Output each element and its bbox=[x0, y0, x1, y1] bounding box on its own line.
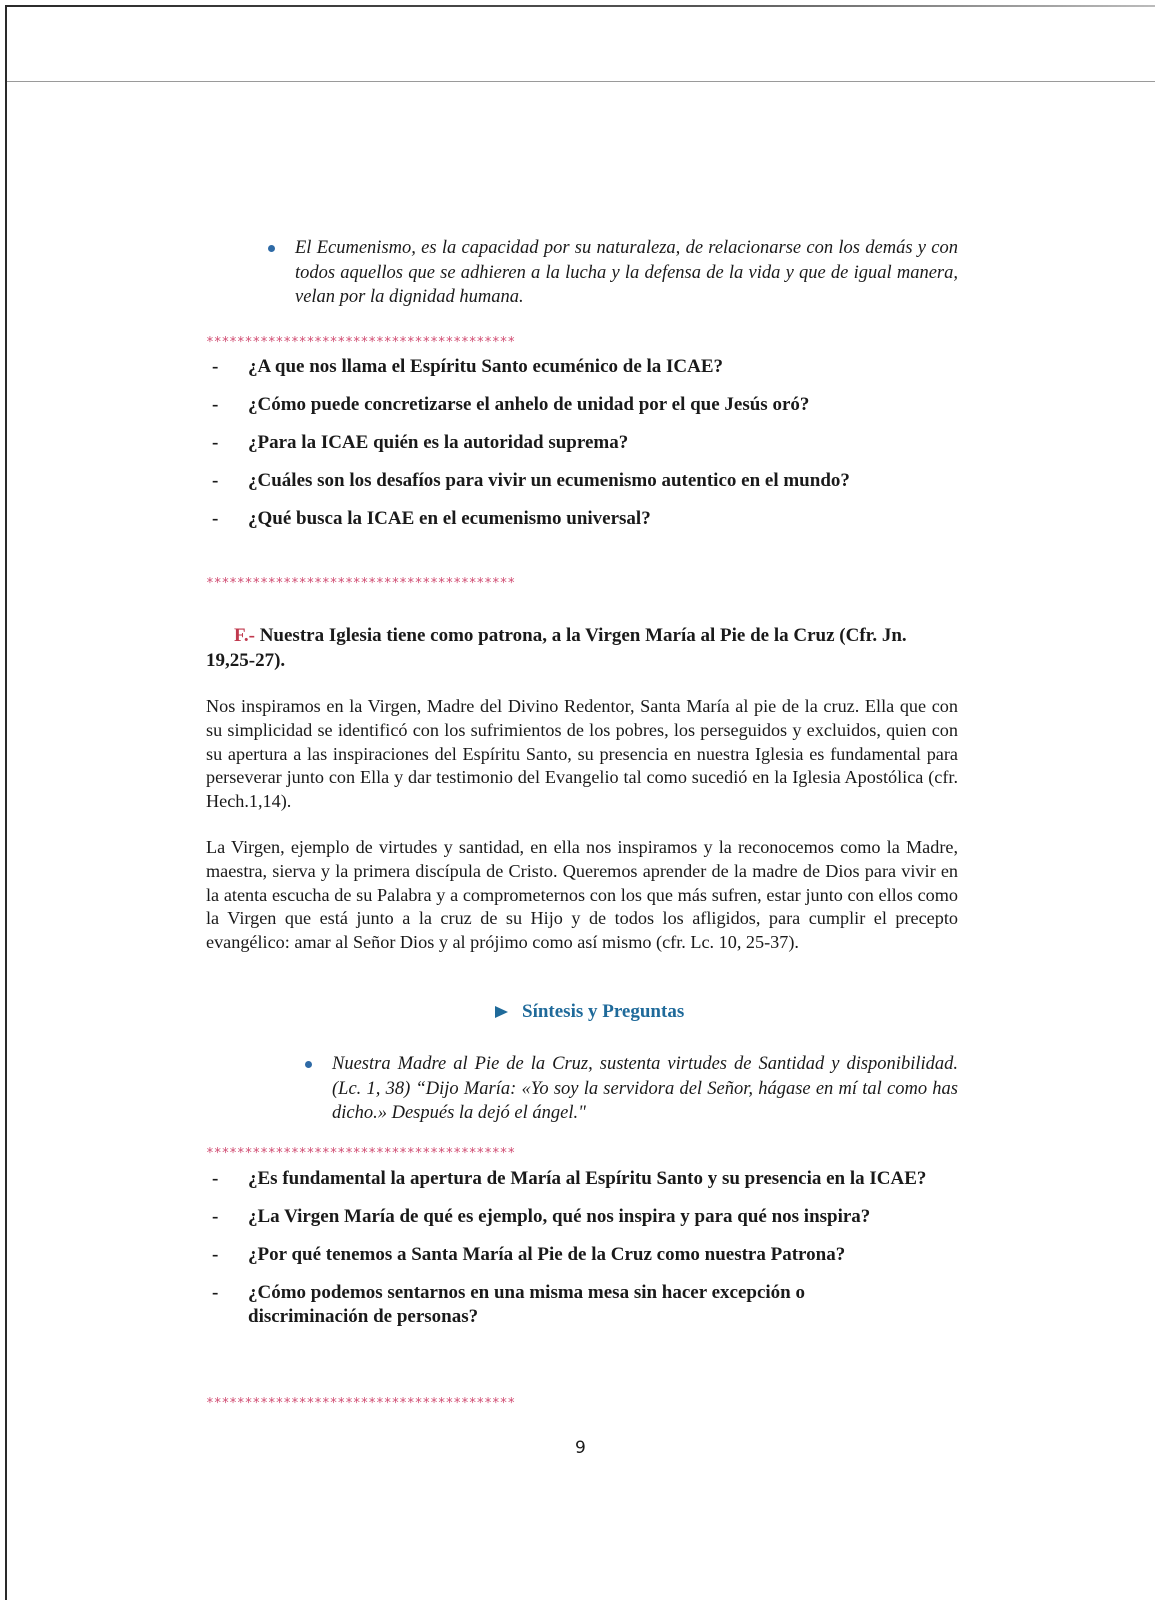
dash-marker: - bbox=[212, 470, 219, 491]
body-paragraph: La Virgen, ejemplo de virtudes y santidad, en ella nos inspiramos y la reconocemos como la Madre, maestra, sierva y la primera discípula de Cristo. Queremos aprender de la madre de Dios para vivir en la atenta escucha de su Palabra y a comprometernos con los que más sufren, estar junto con ellos como la Virgen que está junto a la cruz de su Hijo y de todos los afligidos, para cumplir el precepto evangélico: amar al Señor Dios y al prójimo como así mismo (cfr. Lc. 10, 25-37). bbox=[206, 837, 958, 953]
dash-marker: - bbox=[212, 1206, 219, 1227]
asterisk-separator: **************************************** bbox=[206, 335, 516, 350]
question-text: ¿Es fundamental la apertura de María al Espíritu Santo y su presencia en la ICAE? bbox=[248, 1168, 927, 1189]
intro-bullet-text: El Ecumenismo, es la capacidad por su naturaleza, de relacionarse con los demás y con todos aquellos que se adhieren a la lucha y la defensa de la vida y que de igual manera, velan por la dignidad humana. bbox=[295, 238, 958, 307]
body-paragraph: Nos inspiramos en la Virgen, Madre del Divino Redentor, Santa María al pie de la cruz. Ella que con su simplicidad se identificó con los sufrimientos de los pobres, los perseguidos y excluidos, quien con su apertura a las inspiraciones del Espíritu Santo, su presencia en nuestra Iglesia es fundamental para perseverar junto con Ella y dar testimonio del Evangelio tal como sucedió en la Iglesia Apostólica (cfr. Hech.1,14). bbox=[206, 696, 958, 812]
question-item bbox=[212, 507, 972, 531]
question-item bbox=[212, 1205, 952, 1229]
question-item bbox=[212, 1281, 872, 1329]
dash-marker: - bbox=[212, 394, 219, 415]
scan-top-border bbox=[5, 5, 1155, 7]
question-text: ¿Cuáles son los desafíos para vivir un ecumenismo autentico en el mundo? bbox=[248, 470, 850, 491]
dash-marker: - bbox=[212, 1244, 219, 1265]
question-item bbox=[212, 469, 972, 493]
question-text: ¿A que nos llama el Espíritu Santo ecuménico de la ICAE? bbox=[248, 356, 724, 377]
dash-marker: - bbox=[212, 1282, 219, 1303]
question-text: ¿La Virgen María de qué es ejemplo, qué nos inspira y para qué nos inspira? bbox=[248, 1206, 871, 1227]
synthesis-bullet-text: Nuestra Madre al Pie de la Cruz, sustenta virtudes de Santidad y disponibilidad. (Lc. 1, 38) “Dijo María: «Yo soy la servidora del Señor, hágase en mí tal como has dicho.» Después la dejó el ángel." bbox=[332, 1054, 958, 1123]
question-text: ¿Cómo podemos sentarnos en una misma mesa sin hacer excepción o discriminación de personas? bbox=[248, 1282, 805, 1327]
question-text: ¿Cómo puede concretizarse el anhelo de unidad por el que Jesús oró? bbox=[248, 394, 810, 415]
question-item bbox=[212, 355, 972, 379]
dash-marker: - bbox=[212, 432, 219, 453]
question-list-2 bbox=[212, 1167, 952, 1329]
page-number: 9 bbox=[575, 1438, 586, 1458]
synthesis-bullet bbox=[305, 1052, 958, 1126]
asterisk-separator: **************************************** bbox=[206, 1146, 516, 1161]
question-item bbox=[212, 393, 972, 417]
question-item bbox=[212, 1167, 952, 1191]
asterisk-separator: **************************************** bbox=[206, 1396, 516, 1411]
bullet-icon bbox=[305, 1061, 312, 1068]
asterisk-separator: **************************************** bbox=[206, 576, 516, 591]
section-f-heading bbox=[206, 623, 958, 673]
dash-marker: - bbox=[212, 508, 219, 529]
dash-marker: - bbox=[212, 356, 219, 377]
section-title: Nuestra Iglesia tiene como patrona, a la Virgen María al Pie de la Cruz (Cfr. Jn. 19,25-27). bbox=[206, 625, 907, 671]
scan-header-line bbox=[7, 81, 1155, 82]
bullet-icon bbox=[268, 245, 275, 252]
question-item bbox=[212, 1243, 952, 1267]
synthesis-heading-text: Síntesis y Preguntas bbox=[522, 1001, 685, 1022]
dash-marker: - bbox=[212, 1168, 219, 1189]
arrow-right-icon bbox=[495, 1006, 508, 1018]
scan-left-border bbox=[5, 5, 7, 1600]
question-text: ¿Qué busca la ICAE en el ecumenismo universal? bbox=[248, 508, 651, 529]
synthesis-heading bbox=[495, 1001, 684, 1023]
question-list-1 bbox=[212, 355, 972, 531]
intro-bullet bbox=[268, 236, 958, 310]
question-text: ¿Para la ICAE quién es la autoridad suprema? bbox=[248, 432, 629, 453]
question-text: ¿Por qué tenemos a Santa María al Pie de la Cruz como nuestra Patrona? bbox=[248, 1244, 846, 1265]
section-letter: F.- bbox=[234, 625, 255, 646]
question-item bbox=[212, 431, 972, 455]
